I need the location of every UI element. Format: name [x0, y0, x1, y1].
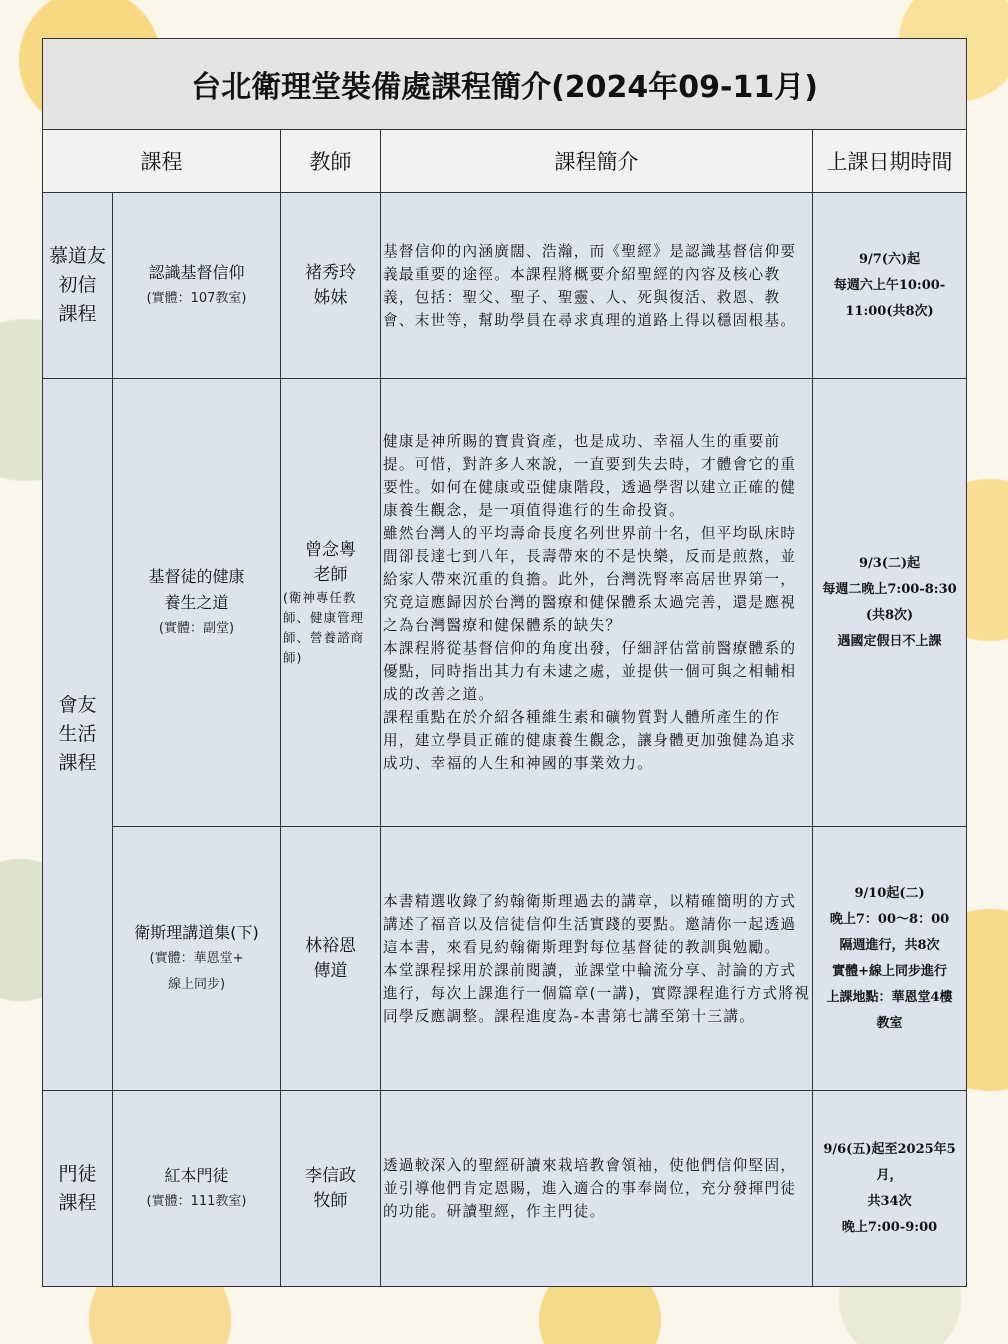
category-cell [43, 1091, 113, 1287]
page-title: 台北衛理堂裝備處課程簡介(2024年09-11月) [43, 39, 967, 130]
table-row [43, 827, 967, 1091]
teacher-cell [281, 827, 381, 1091]
teacher-cell [281, 193, 381, 379]
course-location: (實體：華恩堂+ 線上同步) [149, 950, 244, 992]
header-teacher: 教師 [281, 130, 381, 193]
course-location: (實體：副堂) [158, 620, 235, 636]
course-name: 基督徒的健康 養生之道 [148, 566, 245, 612]
description-cell: 透過較深入的聖經研讀來栽培教會領袖，使他們信仰堅固，並引導他們肯定恩賜，進入適合的事奉崗位，充分發揮門徒的功能。研讀聖經，作主門徒。 [381, 1091, 813, 1287]
teacher-name: 李信政 牧師 [305, 1165, 356, 1211]
course-name: 紅本門徒 [164, 1165, 229, 1185]
schedule-cell: 9/7(六)起 每週六上午10:00- 11:00(共8次) [813, 193, 967, 379]
course-name-cell [113, 193, 281, 379]
course-location: (實體：111教室) [146, 1193, 247, 1209]
teacher-name: 林裕恩 傳道 [305, 935, 356, 981]
teacher-cell [281, 379, 381, 827]
course-name: 認識基督信仰 [148, 262, 245, 282]
teacher-name: 曾念粵 老師 [305, 539, 356, 585]
header-course: 課程 [43, 130, 281, 193]
header-schedule: 上課日期時間 [813, 130, 967, 193]
teacher-name: 褚秀玲 姊妹 [305, 262, 356, 308]
course-name-cell [113, 379, 281, 827]
category-label: 門徒 課程 [58, 1162, 97, 1214]
schedule-cell: 9/3(二)起 每週二晚上7:00-8:30 (共8次) 遇國定假日不上課 [813, 379, 967, 827]
course-table [42, 38, 967, 1287]
category-cell [43, 193, 113, 379]
table-row [43, 193, 967, 379]
course-location: (實體：107教室) [146, 290, 247, 306]
table-row [43, 379, 967, 827]
schedule-cell: 9/10起(二) 晚上7：00～8：00 隔週進行，共8次 實體+線上同步進行 上課地點：華恩堂4樓 教室 [813, 827, 967, 1091]
header-intro: 課程簡介 [381, 130, 813, 193]
course-table-sheet [42, 38, 966, 1284]
teacher-cell [281, 1091, 381, 1287]
category-cell [43, 379, 113, 1091]
course-name-cell [113, 1091, 281, 1287]
course-name: 衛斯理講道集(下) [134, 922, 259, 942]
description-cell: 健康是神所賜的寶貴資產，也是成功、幸福人生的重要前提。可惜，對許多人來說，一直要到失去時，才體會它的重要性。如何在健康或亞健康階段，透過學習以建立正確的健康養生觀念，是一項值得進行的生命投資。 雖然台灣人的平均壽命長度名列世界前十名，但平均臥床時間卻長達七到八年，長壽帶來的不是快樂，反而是煎熬，並給家人帶來沉重的負擔。此外，台灣洗腎率高居世界第一，究竟這應歸因於台灣的醫療和健保體系太過完善，還是應視之為台灣醫療和健保體系的缺失？ 本課程將從基督信仰的角度出發，仔細評估當前醫療體系的優點，同時指出其力有未逮之處，並提供一個可與之相輔相成的改善之道。 課程重點在於介紹各種維生素和礦物質對人體所產生的作用，建立學員正確的健康養生觀念，讓身體更加強健為追求成功、幸福的人生和神國的事業效力。 [381, 379, 813, 827]
teacher-note: (衛神專任教師、健康管理師、營養諮商師) [283, 589, 365, 665]
description-cell: 基督信仰的內涵廣闊、浩瀚，而《聖經》是認識基督信仰要義最重要的途徑。本課程將概要介紹聖經的內容及核心教義，包括：聖父、聖子、聖靈、人、死與復活、救恩、教會、末世等，幫助學員在尋求真理的道路上得以穩固根基。 [381, 193, 813, 379]
schedule-cell: 9/6(五)起至2025年5月， 共34次 晚上7:00-9:00 [813, 1091, 967, 1287]
description-cell: 本書精選收錄了約翰衛斯理過去的講章，以精確簡明的方式講述了福音以及信徒信仰生活實踐的要點。邀請你一起透過這本書，來看見約翰衛斯理對每位基督徒的教訓與勉勵。 本堂課程採用於課前閱讀，並課堂中輪流分享、討論的方式進行，每次上課進行一個篇章(一講)，實際課程進行方式將視同學反應調整。課程進度為-本書第七講至第十三講。 [381, 827, 813, 1091]
table-row [43, 1091, 967, 1287]
category-label: 慕道友 初信 課程 [48, 245, 106, 325]
category-label: 會友 生活 課程 [58, 694, 97, 774]
course-name-cell [113, 827, 281, 1091]
